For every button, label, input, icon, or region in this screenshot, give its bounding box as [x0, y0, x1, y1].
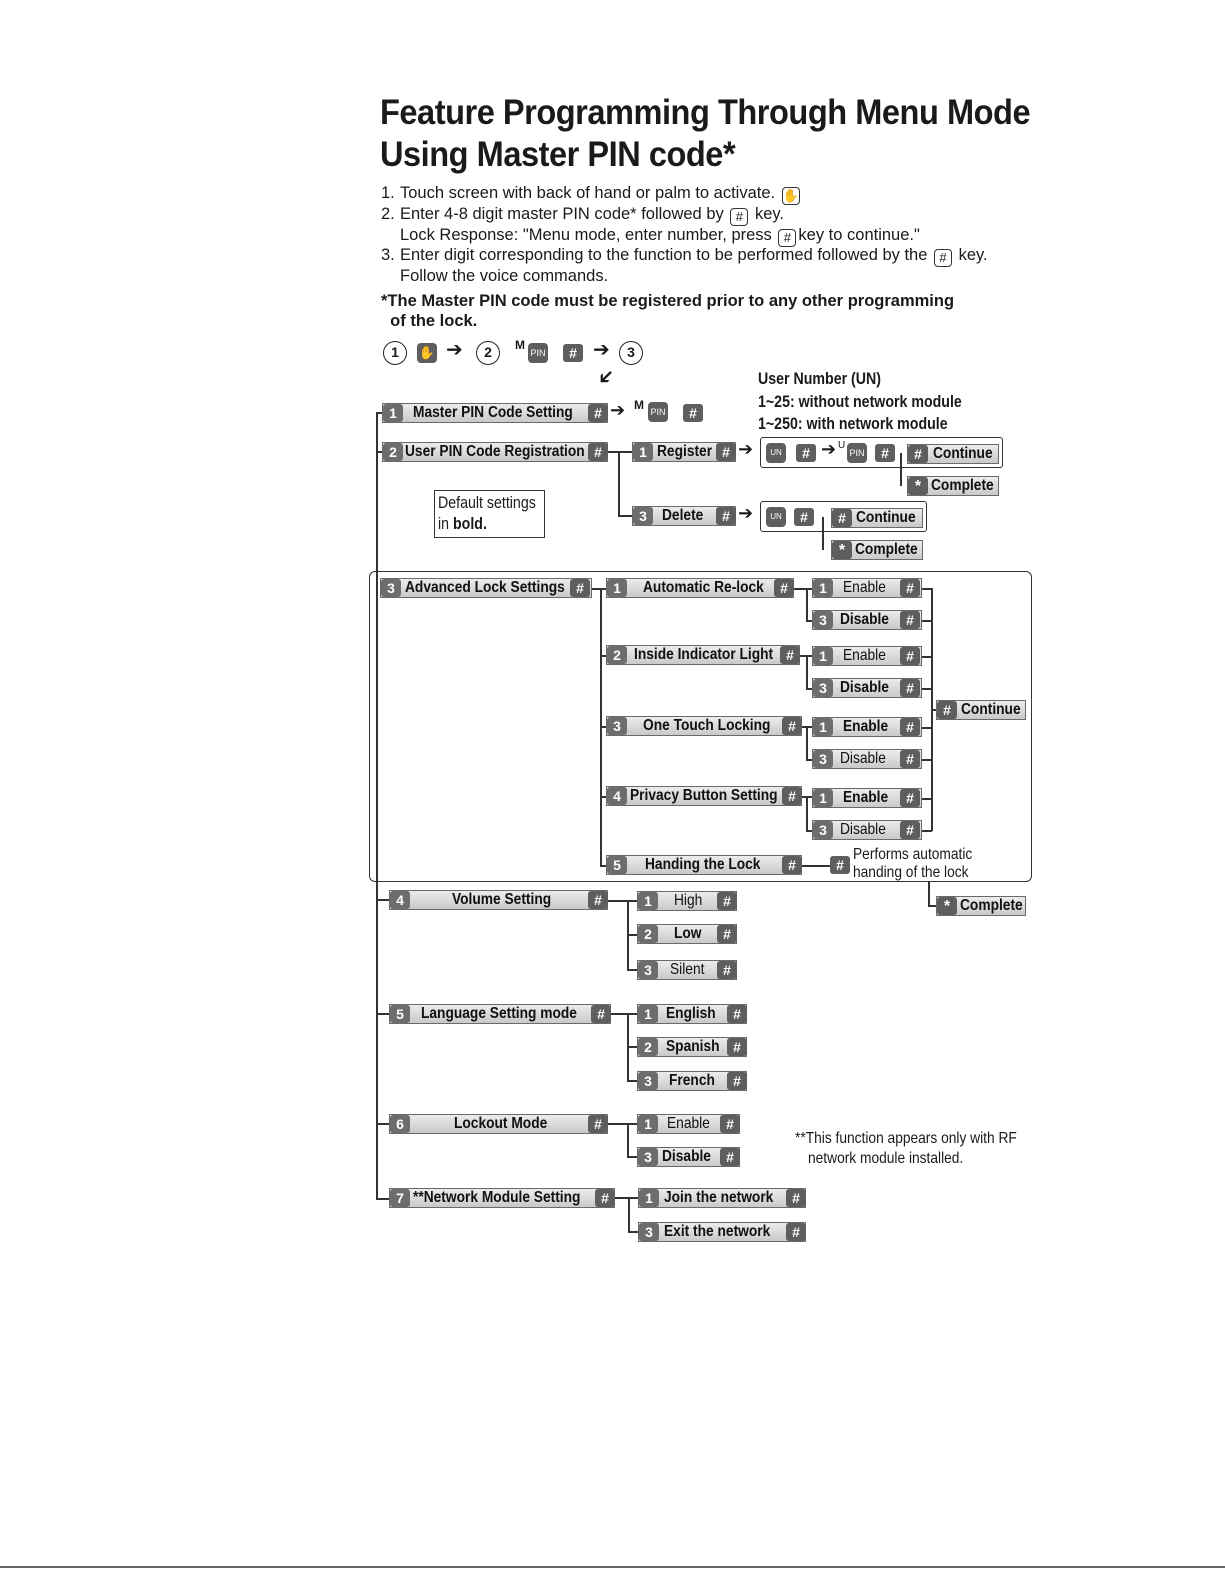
menu-number: 6: [390, 1115, 410, 1133]
master-label: M: [634, 398, 644, 412]
option-label: English: [666, 1005, 716, 1022]
hash-icon: #: [830, 856, 850, 874]
menu-number: 3: [639, 1223, 659, 1241]
hash-icon: #: [570, 579, 590, 597]
menu-number: 3: [813, 679, 833, 697]
setting-label: Inside Indicator Light: [634, 646, 774, 663]
hash-icon: #: [782, 856, 802, 874]
menu-number: 1: [813, 647, 833, 665]
arrow-right-icon: ➔: [821, 439, 837, 459]
menu-number: 3: [638, 1072, 658, 1090]
hash-icon: #: [717, 961, 737, 979]
connector: [376, 1198, 390, 1200]
menu-label: User PIN Code Registration: [405, 443, 585, 460]
hash-key-icon: #: [934, 249, 952, 267]
connector: [376, 1123, 390, 1125]
menu-number: 3: [633, 507, 653, 525]
hash-icon: #: [875, 444, 895, 462]
menu-number: 1: [813, 579, 833, 597]
hash-icon: #: [937, 701, 957, 719]
menu-number: 3: [638, 1148, 658, 1166]
hash-icon: #: [796, 444, 816, 462]
hash-icon: #: [563, 344, 583, 362]
menu-number: 3: [381, 579, 401, 597]
sequence-circle-2: 2: [476, 341, 500, 365]
rf-note-2: network module installed.: [808, 1150, 964, 1167]
hash-icon: #: [782, 717, 802, 735]
connector: [627, 934, 637, 936]
hash-icon: #: [595, 1189, 615, 1207]
menu-number: 3: [813, 611, 833, 629]
hash-key-icon: #: [778, 229, 796, 247]
hash-icon: #: [727, 1038, 747, 1056]
menu-number: 1: [607, 579, 627, 597]
step-1: 1. Touch screen with back of hand or palm to activate. ✋: [381, 184, 799, 203]
option-label: Disable: [840, 611, 889, 628]
continue-label: Continue: [933, 445, 993, 462]
hash-icon: #: [716, 443, 736, 461]
handing-note-1: Performs automatic: [853, 846, 973, 863]
arrow-right-icon: ➔: [593, 339, 610, 361]
complete-label: Complete: [931, 477, 994, 494]
complete-label: Complete: [855, 541, 918, 558]
option-label: Disable: [840, 679, 889, 696]
option-label: Exit the network: [664, 1223, 771, 1240]
star-icon: *: [937, 897, 957, 915]
master-pin-note: *The Master PIN code must be registered prior to any other programming of the lock.: [381, 292, 955, 330]
hash-icon: #: [900, 789, 920, 807]
pin-icon: PIN: [648, 402, 668, 422]
connector: [900, 453, 902, 486]
hash-icon: #: [908, 445, 928, 463]
option-label: French: [669, 1072, 715, 1089]
user-number-title: User Number (UN): [758, 370, 882, 388]
hand-icon: ✋: [417, 343, 437, 363]
menu-number: 4: [390, 891, 410, 909]
page-title: Feature Programming Through Menu Mode Using Master PIN code*: [380, 93, 1031, 174]
connector: [794, 588, 812, 590]
setting-label: Handing the Lock: [645, 856, 761, 873]
menu-number: 5: [390, 1005, 410, 1023]
connector: [608, 1123, 638, 1125]
pin-icon: PIN: [528, 343, 548, 363]
option-label: Spanish: [666, 1038, 720, 1055]
arrow-right-icon: ➔: [610, 400, 626, 420]
connector: [627, 1156, 637, 1158]
connector: [806, 588, 808, 621]
default-settings-text: Default settings: [438, 494, 536, 512]
user-number-range-2: 1~250: with network module: [758, 415, 948, 433]
hash-key-icon: #: [730, 208, 748, 226]
connector: [608, 451, 633, 453]
connector: [806, 796, 808, 831]
connector: [376, 1013, 390, 1015]
menu-number: 7: [390, 1189, 410, 1207]
hash-icon: #: [716, 507, 736, 525]
connector: [822, 517, 824, 550]
hash-icon: #: [900, 579, 920, 597]
menu-label: Master PIN Code Setting: [413, 404, 573, 421]
menu-number: 3: [638, 961, 658, 979]
hash-icon: #: [900, 647, 920, 665]
hash-icon: #: [727, 1005, 747, 1023]
menu-number: 2: [383, 443, 403, 461]
hash-icon: #: [832, 509, 852, 527]
menu-number: 4: [607, 787, 627, 805]
user-label: U: [838, 440, 846, 451]
continue-label: Continue: [961, 701, 1021, 718]
arrow-right-icon: ➔: [738, 503, 754, 523]
complete-label: Complete: [960, 897, 1023, 914]
hash-icon: #: [720, 1115, 740, 1133]
menu-number: 1: [383, 404, 403, 422]
menu-number: 1: [638, 1115, 658, 1133]
menu-number: 2: [607, 646, 627, 664]
menu-number: 3: [607, 717, 627, 735]
user-number-range-1: 1~25: without network module: [758, 393, 962, 411]
user-number-icon: UN: [766, 443, 786, 463]
menu-label: Advanced Lock Settings: [405, 579, 565, 596]
star-icon: *: [832, 541, 852, 559]
hash-icon: #: [683, 404, 703, 422]
option-label: Join the network: [664, 1189, 774, 1206]
connector: [806, 655, 808, 689]
hand-icon: ✋: [782, 188, 799, 203]
menu-label: Volume Setting: [452, 891, 552, 908]
option-label: Enable: [843, 789, 889, 806]
option-label: Disable: [840, 750, 886, 767]
option-label: Enable: [843, 579, 886, 596]
connector: [376, 899, 390, 901]
menu-number: 1: [633, 443, 653, 461]
option-label: Register: [657, 443, 713, 460]
arrow-down-left-icon: ➔: [592, 363, 620, 391]
hash-icon: #: [774, 579, 794, 597]
menu-number: 5: [607, 856, 627, 874]
setting-label: Automatic Re-lock: [643, 579, 764, 596]
step-3-follow: Follow the voice commands.: [400, 267, 609, 285]
star-icon: *: [908, 477, 928, 495]
option-label: Enable: [667, 1115, 710, 1132]
hash-icon: #: [717, 892, 737, 910]
hash-icon: #: [780, 646, 800, 664]
hash-icon: #: [794, 508, 814, 526]
connector: [615, 1197, 639, 1199]
connector: [608, 900, 638, 902]
hash-icon: #: [588, 891, 608, 909]
menu-label: Lockout Mode: [454, 1115, 548, 1132]
menu-label: Language Setting mode: [421, 1005, 577, 1022]
menu-number: 3: [813, 821, 833, 839]
setting-label: Privacy Button Setting: [630, 787, 778, 804]
menu-number: 1: [813, 789, 833, 807]
setting-label: One Touch Locking: [643, 717, 771, 734]
connector: [618, 451, 620, 516]
connector: [627, 1046, 637, 1048]
continue-label: Continue: [856, 509, 916, 526]
option-label: Silent: [670, 961, 705, 978]
connector: [627, 1123, 629, 1157]
hash-icon: #: [900, 821, 920, 839]
rf-note-1: **This function appears only with RF: [795, 1130, 1017, 1147]
menu-number: 1: [638, 892, 658, 910]
connector: [802, 865, 830, 867]
option-label: Enable: [843, 718, 889, 735]
arrow-right-icon: ➔: [738, 439, 754, 459]
menu-number: 3: [813, 750, 833, 768]
hash-icon: #: [900, 718, 920, 736]
hash-icon: #: [786, 1189, 806, 1207]
option-label: Enable: [843, 647, 886, 664]
menu-label: **Network Module Setting: [413, 1189, 581, 1206]
hash-icon: #: [900, 611, 920, 629]
hash-icon: #: [900, 679, 920, 697]
menu-number: 2: [638, 1038, 658, 1056]
hash-icon: #: [900, 750, 920, 768]
handing-note-2: handing of the lock: [853, 864, 969, 881]
sequence-circle-3: 3: [619, 341, 643, 365]
connector: [628, 1197, 630, 1231]
master-label: M: [515, 338, 525, 352]
step-2: 2. Enter 4-8 digit master PIN code* followed by # key.: [381, 205, 784, 224]
hash-icon: #: [588, 443, 608, 461]
hash-icon: #: [786, 1223, 806, 1241]
connector: [618, 515, 633, 517]
pin-icon: PIN: [847, 443, 867, 463]
hash-icon: #: [588, 1115, 608, 1133]
step-3: 3. Enter digit corresponding to the function to be performed followed by the # key.: [381, 246, 988, 265]
hash-icon: #: [727, 1072, 747, 1090]
connector: [611, 1013, 638, 1015]
menu-number: 1: [813, 718, 833, 736]
menu-number: 1: [638, 1005, 658, 1023]
option-label: Disable: [662, 1148, 711, 1165]
option-label: Low: [674, 925, 702, 942]
option-label: Delete: [662, 507, 704, 524]
connector: [627, 969, 637, 971]
hash-icon: #: [720, 1148, 740, 1166]
connector: [628, 1231, 638, 1233]
hash-icon: #: [782, 787, 802, 805]
option-label: High: [674, 892, 703, 909]
step-2-response: Lock Response: "Menu mode, enter number, press # key to continue.": [400, 226, 920, 245]
hash-icon: #: [588, 404, 608, 422]
menu-number: 1: [639, 1189, 659, 1207]
connector: [627, 1080, 637, 1082]
arrow-right-icon: ➔: [446, 339, 463, 361]
connector: [806, 726, 808, 760]
option-label: Disable: [840, 821, 886, 838]
hash-icon: #: [717, 925, 737, 943]
default-settings-text-2: in bold.: [438, 515, 487, 533]
sequence-circle-1: 1: [383, 341, 407, 365]
page-bottom-rule: [0, 1566, 1225, 1568]
user-number-icon: UN: [766, 507, 786, 527]
hash-icon: #: [591, 1005, 611, 1023]
connector: [928, 882, 930, 906]
menu-number: 2: [638, 925, 658, 943]
